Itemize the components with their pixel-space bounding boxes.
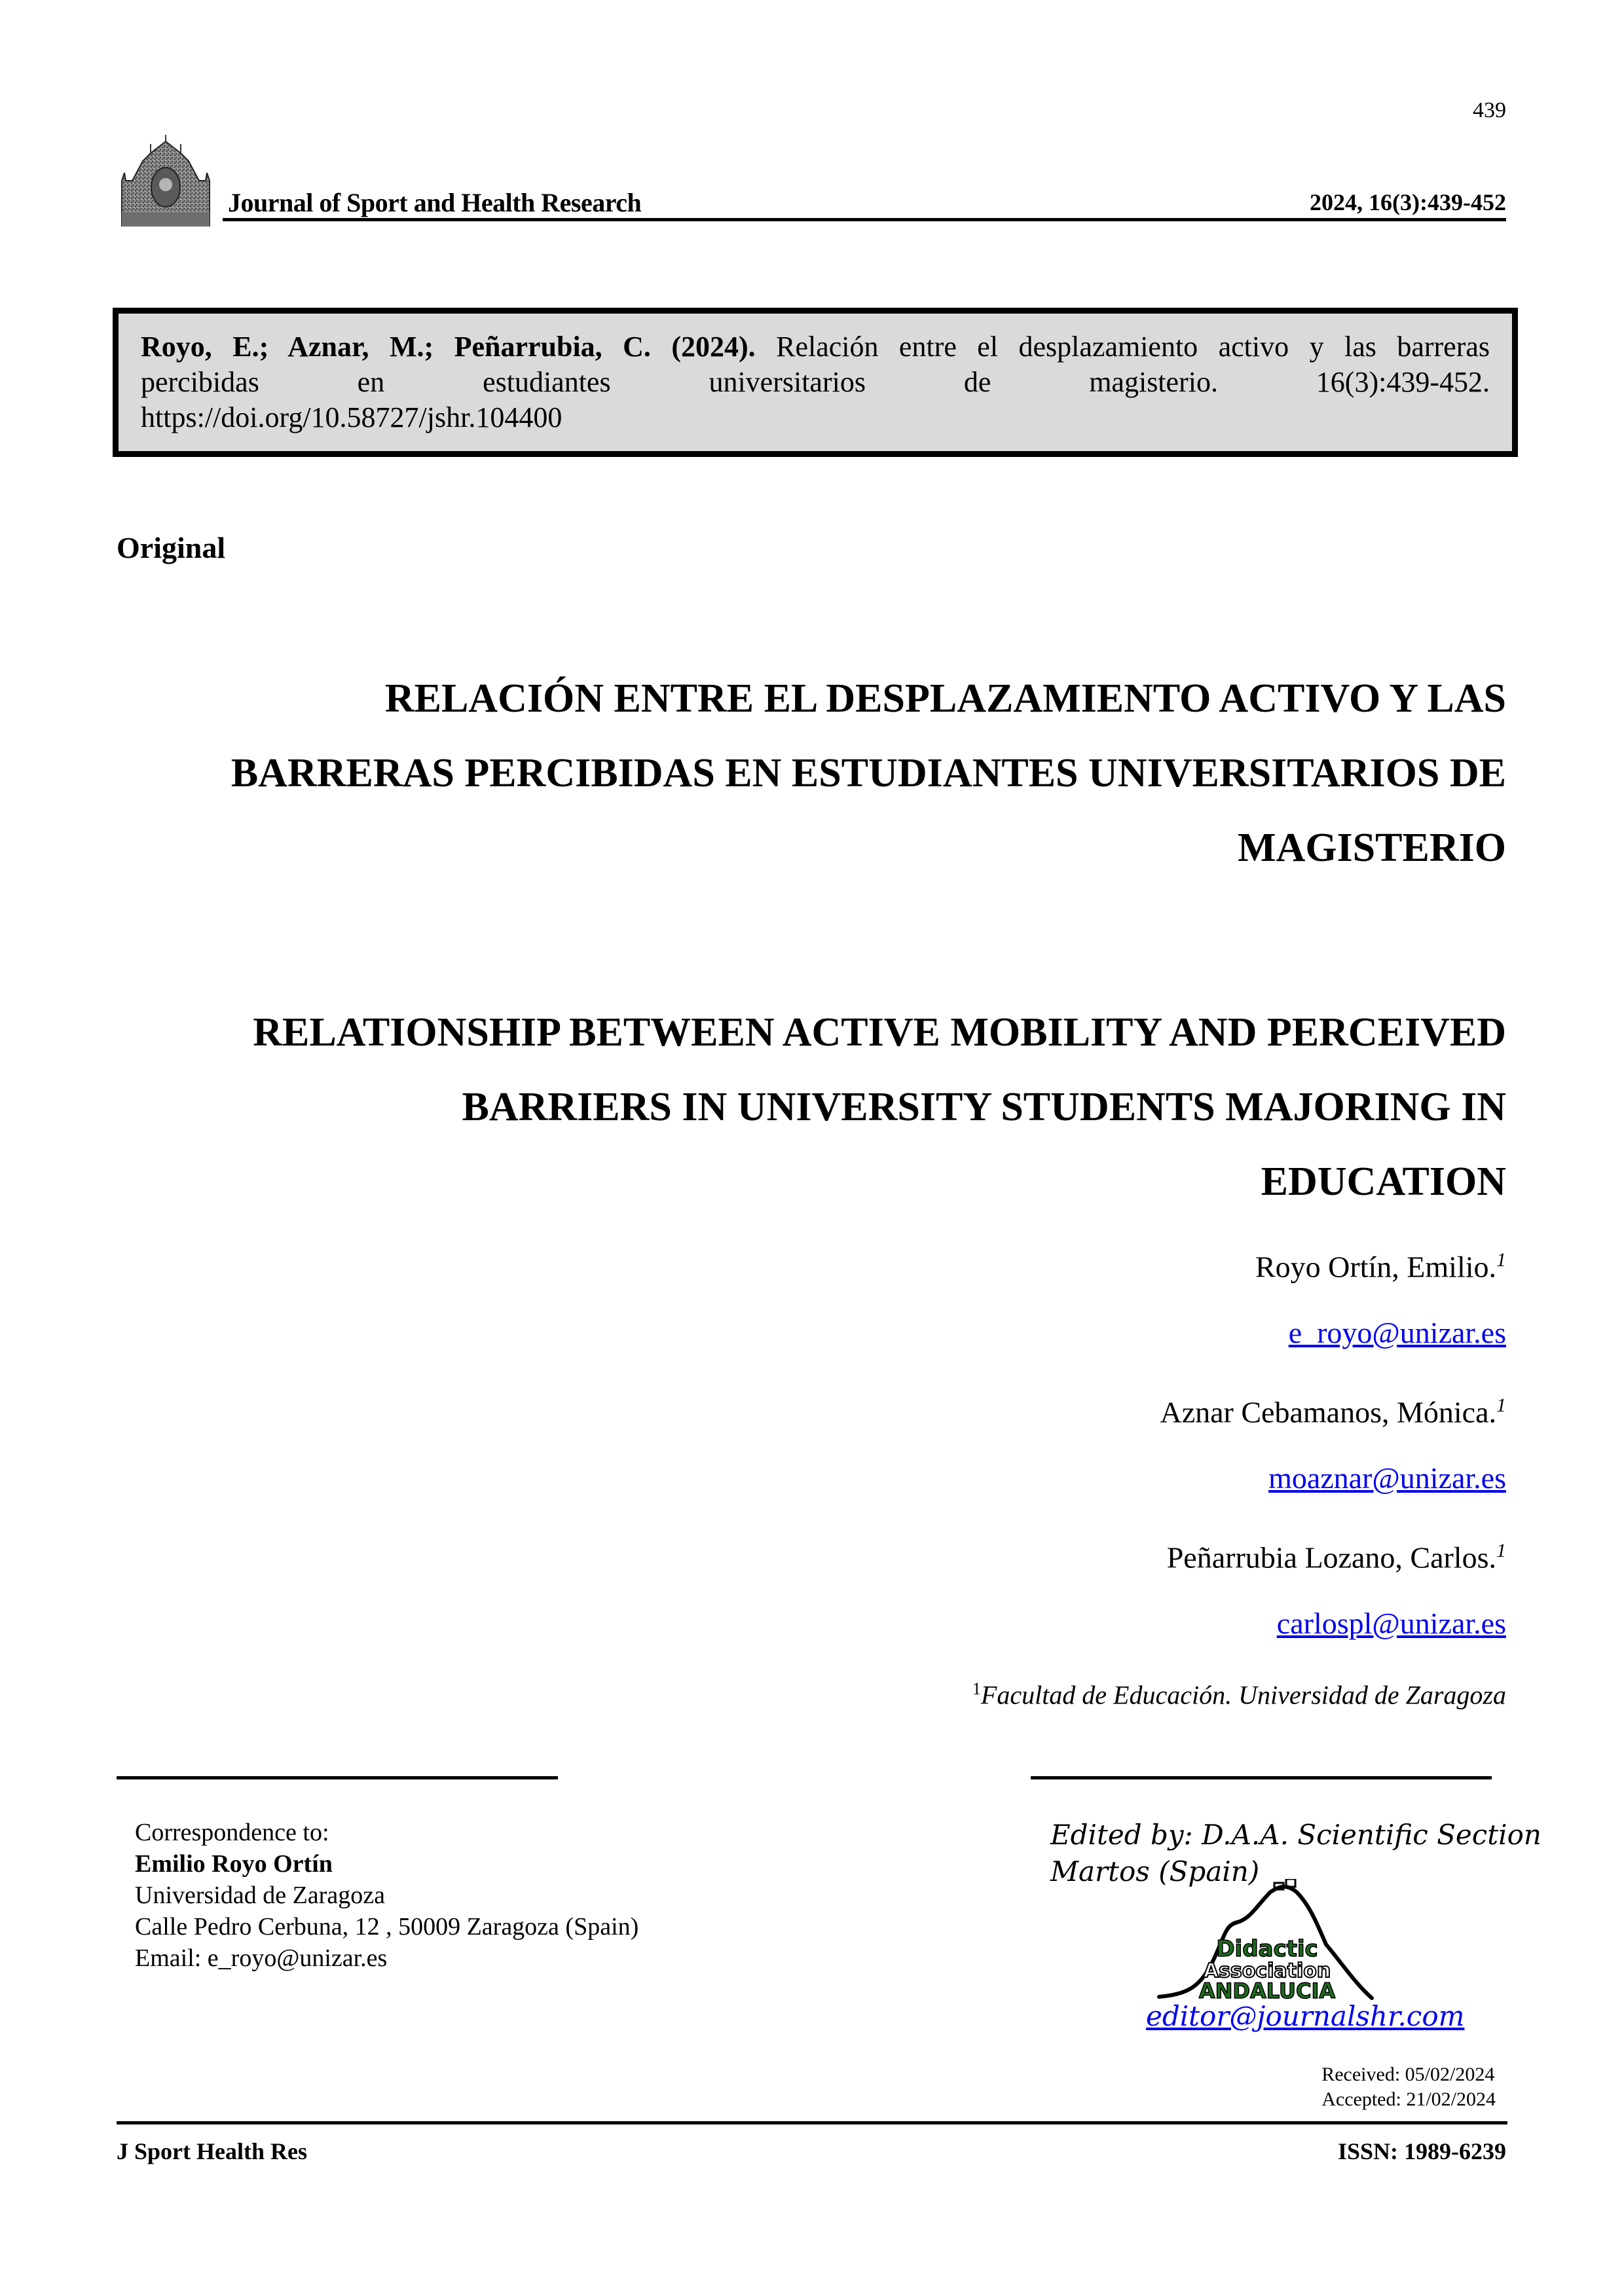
logo-text-didactic: Didactic [1216, 1936, 1318, 1962]
title-spanish [111, 661, 1506, 885]
footer-journal-abbrev: J Sport Health Res [117, 2138, 307, 2164]
author-name: Royo Ortín, Emilio.$^1$ [1255, 1249, 1506, 1284]
divider-left [117, 1776, 558, 1779]
editor-email-link[interactable]: editor@journalshr.com [1146, 2000, 1465, 2032]
title-english [111, 995, 1506, 1219]
title-en-line-3: EDUCATION [1261, 1159, 1506, 1204]
affiliation: $^1$Facultad de Educación. Universidad de Zaragoza [972, 1679, 1506, 1710]
author-email [1160, 1313, 1506, 1386]
correspondence-email: Email: e_royo@unizar.es [135, 1944, 388, 1972]
citation-doi[interactable]: https://doi.org/10.58727/jshr.104400 [141, 401, 563, 433]
title-es-line-2: BARRERAS PERCIBIDAS EN ESTUDIANTES UNIVERSITARIOS DE [231, 751, 1506, 795]
logo-text-association: Association [1203, 1959, 1331, 1982]
article-dates [1321, 2062, 1496, 2112]
correspondence-address: Calle Pedro Cerbuna, 12 , 50009 Zaragoza (Spain) [135, 1913, 639, 1941]
correspondence-name: Emilio Royo Ortín [135, 1850, 333, 1878]
article-type-label: Original [117, 531, 226, 564]
footer-divider [117, 2121, 1507, 2124]
accepted-date: Accepted: 21/02/2024 [1321, 2088, 1496, 2110]
journal-title: Journal of Sport and Health Research [228, 188, 642, 217]
received-date: Received: 05/02/2024 [1321, 2064, 1495, 2085]
correspondence-block [135, 1817, 638, 1974]
title-en-line-2: BARRIERS IN UNIVERSITY STUDENTS MAJORING IN [462, 1085, 1506, 1129]
didactic-association-logo-icon [1146, 1879, 1395, 2010]
citation-authors: Royo, E.; Aznar, M.; Peñarrubia, C. (2024). [141, 331, 756, 363]
author-name: Peñarrubia Lozano, Carlos.$^1$ [1166, 1540, 1506, 1575]
footer-issn: ISSN: 1989-6239 [1337, 2138, 1506, 2164]
citation-box [113, 308, 1518, 457]
email-link[interactable]: moaznar@unizar.es [1268, 1461, 1506, 1495]
logo-text-andalucia: ANDALUCIA [1198, 1978, 1336, 2003]
title-es-line-1: RELACIÓN ENTRE EL DESPLAZAMIENTO ACTIVO Y LAS [384, 676, 1506, 721]
page-number: 439 [1473, 98, 1506, 122]
author-email [1160, 1604, 1506, 1677]
author-name: Aznar Cebamanos, Mónica.$^1$ [1160, 1394, 1506, 1429]
editor-line-2: Martos (Spain) [1050, 1855, 1260, 1887]
editor-line-1: Edited by: D.A.A. Scientific Section [1050, 1819, 1541, 1851]
email-link[interactable]: e_royo@unizar.es [1288, 1316, 1506, 1349]
correspondence-label: Correspondence to: [135, 1819, 329, 1846]
journal-issue: 2024, 16(3):439-452 [1310, 189, 1506, 215]
author-email [1160, 1459, 1506, 1531]
correspondence-institution: Universidad de Zaragoza [135, 1882, 385, 1909]
title-es-line-3: MAGISTERIO [1238, 826, 1506, 870]
divider-right [1031, 1776, 1492, 1779]
journal-logo-icon [117, 135, 215, 227]
citation-line-2: percibidas en estudiantes universitarios de magisterio. 16(3):439-452. [141, 366, 1490, 398]
citation-line-1 [141, 329, 1490, 365]
title-en-line-1: RELATIONSHIP BETWEEN ACTIVE MOBILITY AND PERCEIVED [253, 1010, 1506, 1055]
header-divider [223, 218, 1506, 221]
email-link[interactable]: carlospl@unizar.es [1276, 1607, 1506, 1640]
authors-list [1160, 1241, 1506, 1677]
citation-title-start: Relación entre el desplazamiento activo y las barreras [755, 331, 1490, 363]
